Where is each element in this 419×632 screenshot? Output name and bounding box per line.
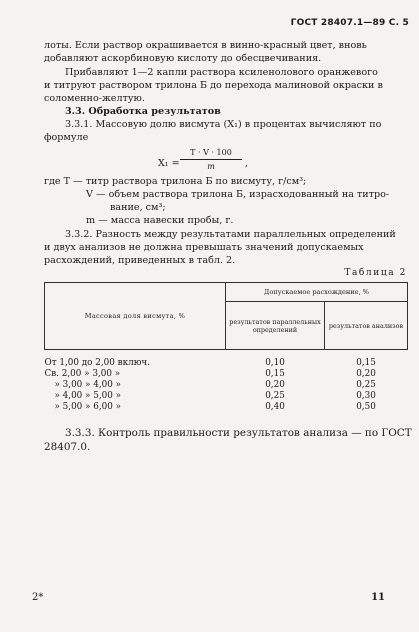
table-row — [45, 369, 408, 380]
definition-line: где T — титр раствора трилона Б по висмуту, г/см³; — [44, 176, 307, 187]
cell-parallel: 0,40 — [265, 402, 285, 412]
paragraph-line: и титруют раствором трилона Б до перехода малиновой окраски в — [44, 80, 383, 91]
formula-fraction — [180, 148, 242, 171]
tolerance-table — [44, 282, 408, 413]
page-number: 11 — [371, 592, 385, 603]
definition-line: m — масса навески пробы, г. — [86, 215, 234, 226]
page-header: ГОСТ 28407.1—89 С. 5 — [290, 18, 409, 28]
cell-parallel: 0,10 — [265, 358, 285, 368]
cell-analyses: 0,20 — [356, 369, 376, 379]
paragraph-line: 3.3.2. Разность между результатами параллельных определений — [65, 229, 396, 240]
paragraph-line: соломенно-желтую. — [44, 93, 145, 104]
cell-range: » 3,00 » 4,00 » — [54, 380, 122, 390]
col-header-mass-fraction: Массовая доля висмута, % — [45, 283, 226, 350]
cell-analyses: 0,30 — [356, 391, 376, 401]
definition-line: вание, см³; — [110, 202, 166, 213]
cell-parallel: 0,25 — [265, 391, 285, 401]
fraction-bar — [180, 159, 242, 160]
cell-range: » 4,00 » 5,00 » — [54, 391, 122, 401]
cell-analyses: 0,15 — [356, 358, 376, 368]
paragraph-line: Прибавляют 1—2 капли раствора ксиленолового оранжевого — [65, 67, 378, 78]
definition-line: V — объем раствора трилона Б, израсходованный на титро- — [86, 189, 390, 200]
cell-parallel: 0,20 — [265, 380, 285, 390]
signature-mark: 2* — [32, 592, 44, 603]
paragraph-line: 28407.0. — [44, 441, 91, 453]
formula-lhs: X₁ = — [158, 158, 180, 169]
table-row — [45, 380, 408, 391]
cell-analyses: 0,50 — [356, 402, 376, 412]
cell-parallel: 0,15 — [265, 369, 285, 379]
col-header-analyses: результатов анализов — [325, 302, 408, 350]
paragraph-line: добавляют аскорбиновую кислоту до обесцвечивания. — [44, 53, 322, 64]
cell-range: Св. 2,00 » 3,00 » — [44, 369, 121, 379]
paragraph-line: лоты. Если раствор окрашивается в винно-красный цвет, вновь — [44, 40, 367, 51]
cell-range: От 1,00 до 2,00 включ. — [44, 358, 150, 368]
formula-tail: , — [245, 158, 249, 169]
formula-numerator: T · V · 100 — [190, 148, 232, 157]
paragraph-line: расхождений, приведенных в табл. 2. — [44, 255, 236, 266]
table-title: Таблица 2 — [344, 268, 407, 278]
table-row — [45, 402, 408, 413]
paragraph-line: и двух анализов не должна превышать значений допускаемых — [44, 242, 364, 253]
table-row — [45, 391, 408, 402]
cell-range: » 5,00 » 6,00 » — [54, 402, 122, 412]
paragraph-line: 3.3.3. Контроль правильности результатов анализа — по ГОСТ — [65, 427, 412, 439]
paragraph-line: 3.3.1. Массовую долю висмута (X₁) в процентах вычисляют по — [65, 119, 382, 130]
formula-denominator: m — [207, 162, 215, 171]
paragraph-line: формуле — [44, 132, 89, 143]
table-row — [45, 358, 408, 369]
cell-analyses: 0,25 — [356, 380, 376, 390]
section-heading: 3.3. Обработка результатов — [65, 106, 221, 117]
col-header-parallel: результатов параллельных определений — [226, 302, 325, 350]
col-header-tolerance: Допускаемое расхождение, % — [226, 283, 408, 302]
